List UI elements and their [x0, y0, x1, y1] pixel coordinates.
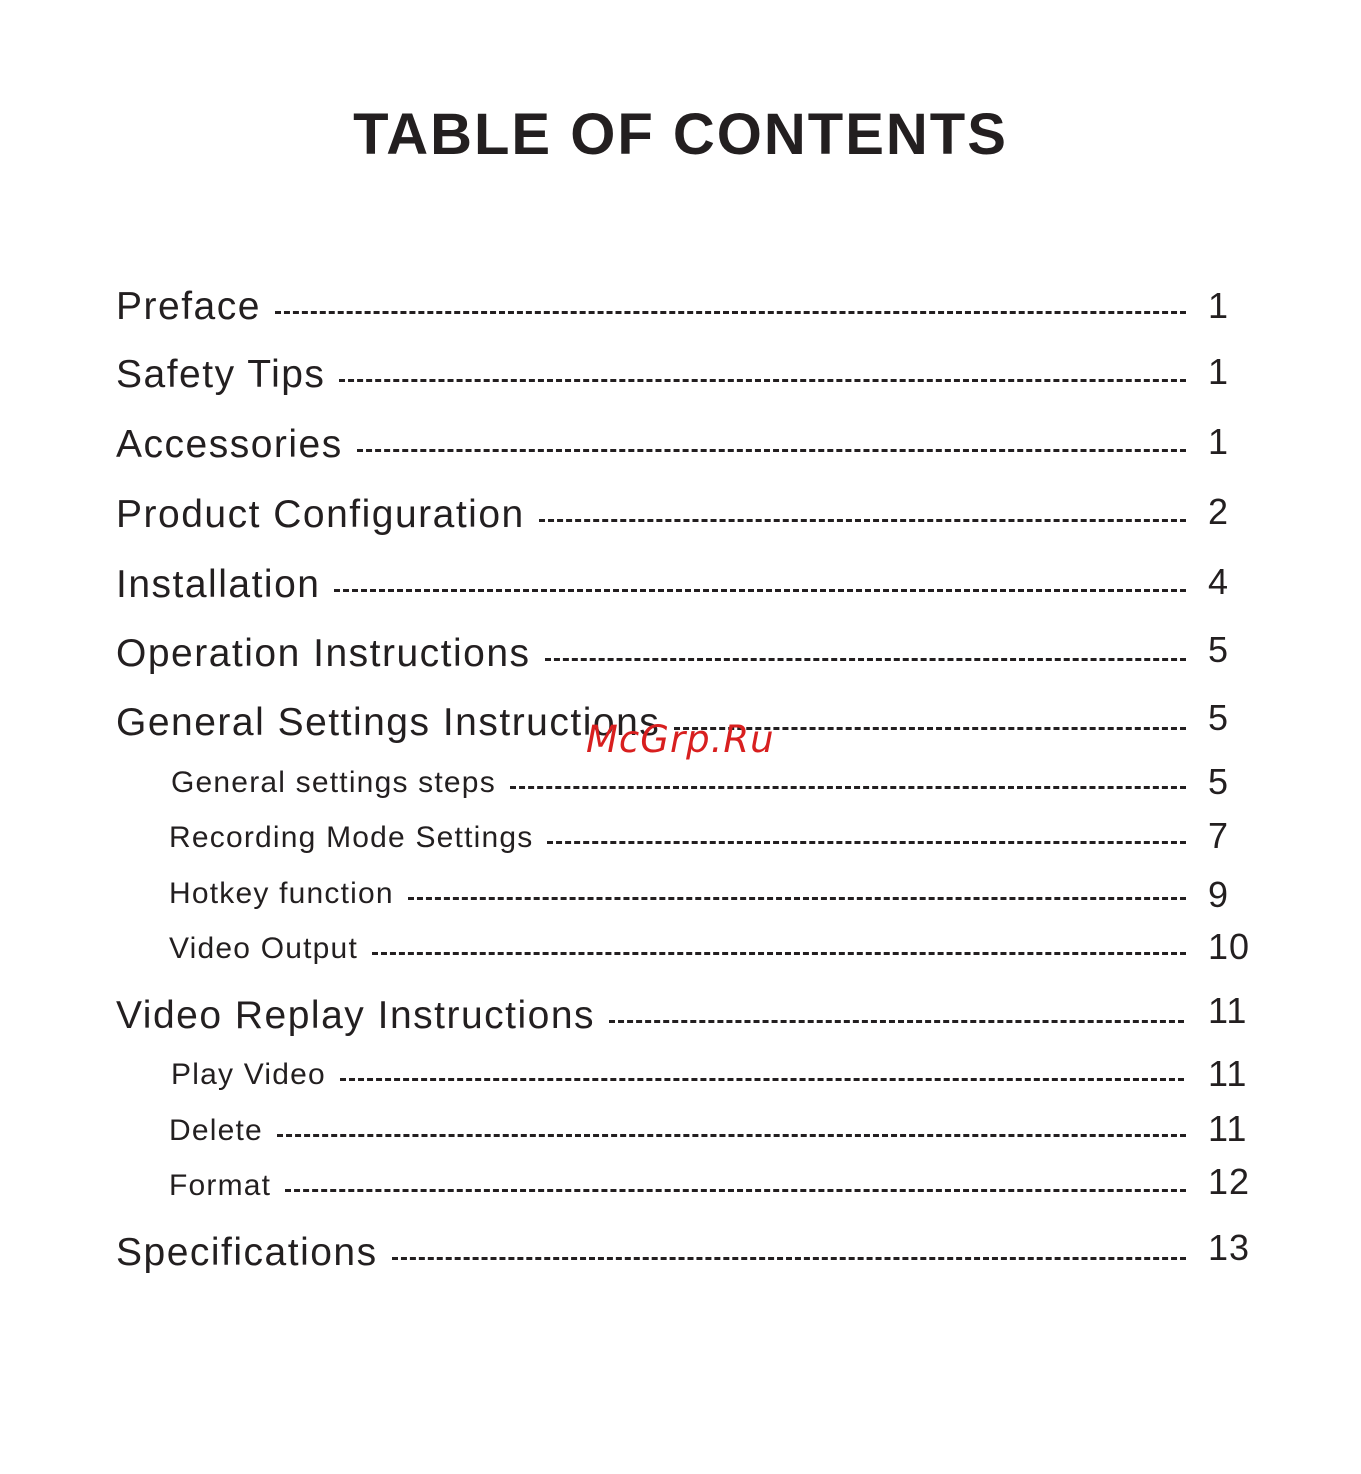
toc-entry-label: Safety Tips — [116, 353, 326, 396]
dot-leader — [277, 1134, 1186, 1137]
dot-leader — [285, 1189, 1186, 1192]
toc-page-number: 9 — [1208, 874, 1230, 915]
toc-page-number: 5 — [1208, 697, 1230, 738]
dot-leader — [392, 1257, 1186, 1260]
toc-entry-label: General settings steps — [171, 766, 496, 799]
dot-leader — [372, 952, 1186, 955]
toc-entry-label: Format — [169, 1169, 272, 1202]
dot-leader — [539, 519, 1186, 522]
dot-leader — [357, 449, 1186, 452]
toc-entry-label: Accessories — [116, 423, 343, 466]
toc-entry-safety-tips[interactable] — [116, 346, 1186, 394]
toc-page-number: 11 — [1208, 1108, 1248, 1149]
dot-leader — [609, 1020, 1184, 1023]
toc-page-number: 11 — [1208, 990, 1248, 1031]
toc-page-number: 7 — [1208, 815, 1230, 856]
toc-entry-operation-instructions[interactable] — [116, 625, 1186, 673]
toc-entry-installation[interactable] — [116, 556, 1186, 604]
toc-entry-preface[interactable] — [116, 278, 1186, 326]
toc-entry-accessories[interactable] — [116, 416, 1186, 464]
toc-page-number: 1 — [1208, 285, 1230, 326]
toc-page-number: 13 — [1208, 1227, 1251, 1268]
dot-leader — [408, 897, 1186, 900]
dot-leader — [339, 379, 1186, 382]
dot-leader — [340, 1078, 1184, 1081]
dot-leader — [545, 658, 1186, 661]
toc-page-number: 11 — [1208, 1053, 1248, 1094]
toc-entry-label: Hotkey function — [169, 877, 394, 910]
toc-entry-label: Operation Instructions — [116, 632, 531, 675]
toc-entry-play-video[interactable] — [171, 1050, 1184, 1090]
toc-entry-product-configuration[interactable] — [116, 486, 1186, 534]
toc-entry-video-replay-instructions[interactable] — [116, 987, 1184, 1035]
toc-page-number: 5 — [1208, 761, 1230, 802]
toc-entry-recording-mode-settings[interactable] — [169, 813, 1186, 853]
toc-page-number: 5 — [1208, 629, 1230, 670]
toc-entry-label: Delete — [169, 1114, 263, 1147]
toc-entry-label: Installation — [116, 563, 321, 606]
toc-entry-hotkey-function[interactable] — [169, 869, 1186, 909]
toc-page-number: 10 — [1208, 926, 1251, 967]
toc-entry-delete[interactable] — [169, 1106, 1186, 1146]
toc-entry-general-settings-steps[interactable] — [171, 758, 1186, 798]
toc-entry-label: Product Configuration — [116, 493, 525, 536]
toc-entry-label: General Settings Instructions — [116, 701, 661, 744]
page-title: TABLE OF CONTENTS — [353, 102, 1008, 167]
toc-page-number: 12 — [1208, 1161, 1251, 1202]
watermark: McGrp.Ru — [586, 718, 775, 761]
dot-leader — [275, 311, 1186, 314]
toc-page-number: 1 — [1208, 421, 1230, 462]
toc-entry-specifications[interactable] — [116, 1224, 1186, 1272]
toc-entry-label: Specifications — [116, 1231, 378, 1274]
toc-entry-label: Video Replay Instructions — [116, 994, 596, 1037]
toc-entry-label: Play Video — [171, 1058, 326, 1091]
toc-page-number: 2 — [1208, 491, 1230, 532]
toc-page-number: 4 — [1208, 561, 1230, 602]
toc-entry-video-output[interactable] — [169, 924, 1186, 964]
dot-leader — [547, 841, 1186, 844]
dot-leader — [510, 786, 1186, 789]
toc-entry-format[interactable] — [169, 1161, 1186, 1201]
dot-leader — [334, 589, 1186, 592]
toc-entry-label: Video Output — [169, 932, 358, 965]
toc-page-number: 1 — [1208, 351, 1230, 392]
toc-entry-label: Recording Mode Settings — [169, 821, 534, 854]
toc-entry-label: Preface — [116, 285, 261, 328]
